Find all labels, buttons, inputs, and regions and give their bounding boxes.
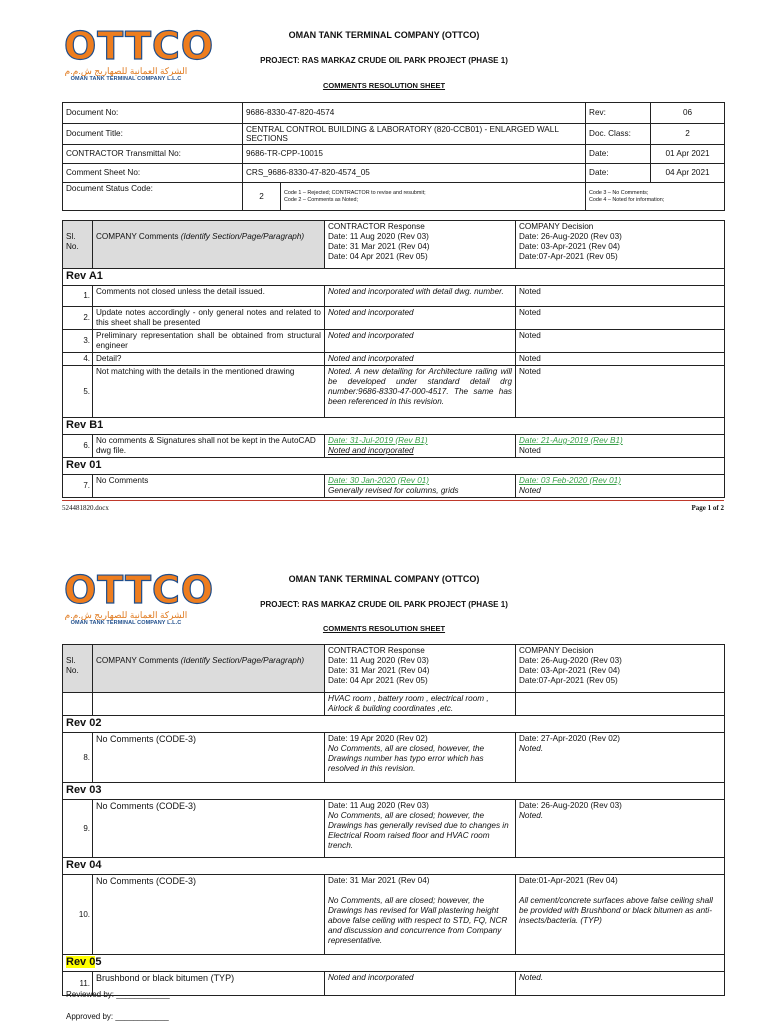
comments-table-page-1 bbox=[62, 220, 725, 498]
decision-date-2: Date: 03-Apr-2021 (Rev 04) bbox=[519, 242, 621, 251]
decision-text: Noted. bbox=[519, 811, 544, 820]
decision-title: COMPANY Decision bbox=[519, 222, 594, 231]
page-2 bbox=[0, 560, 768, 1024]
company-comments-note: (Identify Section/Page/Paragraph) bbox=[180, 232, 305, 241]
row-decision: Noted bbox=[516, 366, 725, 418]
rev-02-heading: Rev 02 bbox=[63, 716, 725, 733]
table-row bbox=[63, 353, 725, 366]
contractor-title: CONTRACTOR Response bbox=[328, 222, 425, 231]
status-codes-1-2 bbox=[281, 183, 586, 211]
decision-date-1: Date: 26-Aug-2020 (Rev 03) bbox=[519, 656, 622, 665]
row-response bbox=[325, 475, 516, 498]
company-comments-title: COMPANY Comments bbox=[96, 232, 179, 241]
rev-05-suffix: 5 bbox=[95, 956, 102, 968]
doc-class-label: Doc. Class: bbox=[586, 124, 651, 145]
row-comment: No Comments (CODE-3) bbox=[93, 733, 325, 783]
row-decision bbox=[516, 800, 725, 858]
row-response: Noted. A new detailing for Architecture railing will be developed under standard detail drg number:9686-8330-47-000-4517. The same has been referenced in this revision. bbox=[325, 366, 516, 418]
table-row bbox=[63, 875, 725, 955]
row-comment: No comments & Signatures shall not be kept in the AutoCAD dwg file. bbox=[93, 435, 325, 458]
row-number: 7. bbox=[63, 475, 93, 498]
row-decision: Noted bbox=[516, 307, 725, 330]
response-date: Date: 11 Aug 2020 (Rev 03) bbox=[328, 801, 429, 810]
rev-01-heading: Rev 01 bbox=[63, 458, 725, 475]
decision-date: Date: 27-Apr-2020 (Rev 02) bbox=[519, 734, 621, 743]
logo-company-text: OMAN TANK TERMINAL COMPANY L.L.C bbox=[70, 76, 182, 82]
code-1-text: Code 1 – Rejected; CONTRACTOR to revise and resubmit; bbox=[284, 189, 426, 196]
row-response: Noted and incorporated bbox=[325, 307, 516, 330]
comment-sheet-label: Comment Sheet No: bbox=[63, 164, 243, 183]
row-number: 9. bbox=[63, 800, 93, 858]
row-decision bbox=[516, 475, 725, 498]
row-comment: Comments not closed unless the detail issued. bbox=[93, 286, 325, 307]
code-4-text: Code 4 – Noted for information; bbox=[589, 196, 665, 203]
col-decision-header bbox=[516, 645, 725, 693]
document-meta-table bbox=[62, 102, 725, 211]
row-comment: Update notes accordingly - only general notes and related to this sheet shall be presented bbox=[93, 307, 325, 330]
col-company-comments-header bbox=[93, 645, 325, 693]
rev-04-heading: Rev 04 bbox=[63, 858, 725, 875]
contractor-date-1: Date: 11 Aug 2020 (Rev 03) bbox=[328, 232, 429, 241]
row-decision bbox=[516, 733, 725, 783]
row-decision: Noted bbox=[516, 353, 725, 366]
comments-table-page-2 bbox=[62, 644, 725, 996]
page-1-footer bbox=[62, 504, 724, 512]
code-2-text: Code 2 – Comments as Noted; bbox=[284, 196, 359, 203]
decision-date-3: Date:07-Apr-2021 (Rev 05) bbox=[519, 676, 618, 685]
response-date: Date: 31-Jul-2019 (Rev B1) bbox=[328, 436, 428, 445]
contractor-date-2: Date: 31 Mar 2021 (Rev 04) bbox=[328, 666, 430, 675]
response-date: Date: 31 Mar 2021 (Rev 04) bbox=[328, 876, 430, 885]
sheet-date-label: Date: bbox=[586, 164, 651, 183]
decision-date: Date: 26-Aug-2020 (Rev 03) bbox=[519, 801, 622, 810]
response-date: Date: 19 Apr 2020 (Rev 02) bbox=[328, 734, 428, 743]
decision-date-2: Date: 03-Apr-2021 (Rev 04) bbox=[519, 666, 621, 675]
logo-company-text: OMAN TANK TERMINAL COMPANY L.L.C bbox=[70, 620, 182, 626]
row-number: 5. bbox=[63, 366, 93, 418]
row-comment: Not matching with the details in the mentioned drawing bbox=[93, 366, 325, 418]
row-comment: Brushbond or black bitumen (TYP) bbox=[93, 972, 325, 996]
decision-title: COMPANY Decision bbox=[519, 646, 594, 655]
row-number: 3. bbox=[63, 330, 93, 353]
rev-label: Rev: bbox=[586, 103, 651, 124]
logo-arabic-text: الشركة العمانية للصهاريج ش.م.م bbox=[64, 66, 188, 76]
status-code-label: Document Status Code: bbox=[63, 183, 243, 211]
company-heading: OMAN TANK TERMINAL COMPANY (OTTCO) bbox=[288, 30, 480, 40]
row-response bbox=[325, 800, 516, 858]
footer-page-number: Page 1 of 2 bbox=[691, 504, 724, 512]
row-response: Noted and incorporated bbox=[325, 353, 516, 366]
col-decision-header bbox=[516, 221, 725, 269]
decision-date: Date: 03 Feb-2020 (Rev 01) bbox=[519, 476, 621, 485]
company-heading: OMAN TANK TERMINAL COMPANY (OTTCO) bbox=[288, 574, 480, 584]
doc-no-label: Document No: bbox=[63, 103, 243, 124]
rev-05-highlight: Rev 0 bbox=[66, 956, 96, 968]
decision-text: All cement/concrete surfaces above false ceiling shall be provided with Brushbond or black bitumen as anti-insects/bacteria. (TYP) bbox=[519, 896, 713, 925]
row-response: Noted and incorporated bbox=[325, 972, 516, 996]
rev-b1-heading: Rev B1 bbox=[63, 418, 725, 435]
contractor-date-3: Date: 04 Apr 2021 (Rev 05) bbox=[328, 676, 428, 685]
decision-date-3: Date:07-Apr-2021 (Rev 05) bbox=[519, 252, 618, 261]
col-contractor-header bbox=[325, 645, 516, 693]
row-response bbox=[325, 435, 516, 458]
col-contractor-header bbox=[325, 221, 516, 269]
table-row bbox=[63, 307, 725, 330]
row-decision bbox=[516, 875, 725, 955]
row-comment: Detail? bbox=[93, 353, 325, 366]
logo-arabic-text: الشركة العمانية للصهاريج ش.م.م bbox=[64, 610, 188, 620]
project-heading: PROJECT: RAS MARKAZ CRUDE OIL PARK PROJECT (PHASE 1) bbox=[260, 600, 508, 609]
row-decision bbox=[516, 435, 725, 458]
response-date: Date: 30 Jan-2020 (Rev 01) bbox=[328, 476, 430, 485]
logo-mark: OTTCO bbox=[64, 24, 215, 68]
logo-mark: OTTCO bbox=[64, 568, 215, 612]
project-heading: PROJECT: RAS MARKAZ CRUDE OIL PARK PROJECT (PHASE 1) bbox=[260, 56, 508, 65]
sheet-title: COMMENTS RESOLUTION SHEET bbox=[322, 624, 446, 633]
doc-title-label: Document Title: bbox=[63, 124, 243, 145]
rev-03-heading: Rev 03 bbox=[63, 783, 725, 800]
row-number: 11. bbox=[63, 972, 93, 996]
row-comment: No Comments (CODE-3) bbox=[93, 875, 325, 955]
sheet-title: COMMENTS RESOLUTION SHEET bbox=[322, 81, 446, 90]
row-number: 10. bbox=[63, 875, 93, 955]
decision-date-1: Date: 26-Aug-2020 (Rev 03) bbox=[519, 232, 622, 241]
rev-a1-heading: Rev A1 bbox=[63, 269, 725, 286]
status-codes-3-4 bbox=[586, 183, 725, 211]
company-comments-title: COMPANY Comments bbox=[96, 656, 179, 665]
row-comment: Preliminary representation shall be obtained from structural engineer bbox=[93, 330, 325, 353]
table-row bbox=[63, 475, 725, 498]
rev-value: 06 bbox=[651, 103, 725, 124]
row-decision: Noted bbox=[516, 330, 725, 353]
comment-sheet-value: CRS_9686-8330-47-820-4574_05 bbox=[243, 164, 586, 183]
transmittal-value: 9686-TR-CPP-10015 bbox=[243, 145, 586, 164]
row-response bbox=[325, 875, 516, 955]
empty-cell bbox=[93, 693, 325, 716]
doc-class-value: 2 bbox=[651, 124, 725, 145]
table-row bbox=[63, 693, 725, 716]
decision-text: Noted bbox=[519, 446, 541, 455]
response-text: No Comments, all are closed; however, the Drawings has generally revised due to changes in Electrical Room raised floor and HVAC room trench. bbox=[328, 811, 509, 850]
table-row bbox=[63, 733, 725, 783]
table-row bbox=[63, 366, 725, 418]
table-row bbox=[63, 286, 725, 307]
row-response: Noted and incorporated bbox=[325, 330, 516, 353]
col-slno-header: Sl. No. bbox=[63, 645, 93, 693]
continued-response: HVAC room , battery room , electrical room , Airlock & building coordinates ,etc. bbox=[325, 693, 516, 716]
table-row bbox=[63, 800, 725, 858]
contractor-title: CONTRACTOR Response bbox=[328, 646, 425, 655]
response-text: No Comments, all are closed, however, the Drawings number has typo error which has resolved in this revision. bbox=[328, 744, 485, 773]
col-company-comments-header bbox=[93, 221, 325, 269]
transmittal-date-value: 01 Apr 2021 bbox=[651, 145, 725, 164]
code-3-text: Code 3 – No Comments; bbox=[589, 189, 649, 196]
approved-by-line: Approved by: ____________ bbox=[66, 1012, 169, 1021]
footer-divider bbox=[62, 500, 724, 501]
contractor-date-1: Date: 11 Aug 2020 (Rev 03) bbox=[328, 656, 429, 665]
reviewed-by-line: Reviewed by: ____________ bbox=[66, 990, 170, 999]
decision-text: Noted bbox=[519, 486, 541, 495]
row-decision: Noted bbox=[516, 286, 725, 307]
row-comment: No Comments (CODE-3) bbox=[93, 800, 325, 858]
contractor-date-2: Date: 31 Mar 2021 (Rev 04) bbox=[328, 242, 430, 251]
decision-date: Date:01-Apr-2021 (Rev 04) bbox=[519, 876, 618, 885]
table-row bbox=[63, 330, 725, 353]
rev-05-heading bbox=[63, 955, 725, 972]
status-code-value: 2 bbox=[243, 183, 281, 211]
sheet-date-value: 04 Apr 2021 bbox=[651, 164, 725, 183]
row-response: Noted and incorporated with detail dwg. number. bbox=[325, 286, 516, 307]
row-number: 8. bbox=[63, 733, 93, 783]
decision-text: Noted. bbox=[519, 744, 544, 753]
row-number: 4. bbox=[63, 353, 93, 366]
contractor-date-3: Date: 04 Apr 2021 (Rev 05) bbox=[328, 252, 428, 261]
empty-cell bbox=[516, 693, 725, 716]
doc-no-value: 9686-8330-47-820-4574 bbox=[243, 103, 586, 124]
footer-filename: 524481820.docx bbox=[62, 504, 109, 512]
row-decision: Noted. bbox=[516, 972, 725, 996]
response-text: No Comments, all are closed; however, the Drawings has revised for Wall plastering height above false ceiling with respect to STD, FQ, NCR and discussion and concurrence from Company representative. bbox=[328, 896, 508, 945]
decision-date: Date: 21-Aug-2019 (Rev B1) bbox=[519, 436, 623, 445]
row-number: 6. bbox=[63, 435, 93, 458]
empty-cell bbox=[63, 693, 93, 716]
company-comments-note: (Identify Section/Page/Paragraph) bbox=[180, 656, 305, 665]
row-comment: No Comments bbox=[93, 475, 325, 498]
row-number: 1. bbox=[63, 286, 93, 307]
doc-title-value: CENTRAL CONTROL BUILDING & LABORATORY (820-CCB01) - ENLARGED WALL SECTIONS bbox=[243, 124, 586, 145]
transmittal-label: CONTRACTOR Transmittal No: bbox=[63, 145, 243, 164]
transmittal-date-label: Date: bbox=[586, 145, 651, 164]
table-row bbox=[63, 435, 725, 458]
response-text: Generally revised for columns, grids bbox=[328, 486, 459, 495]
response-text: Noted and incorporated bbox=[328, 446, 414, 455]
row-number: 2. bbox=[63, 307, 93, 330]
row-response bbox=[325, 733, 516, 783]
col-slno-header: Sl. No. bbox=[63, 221, 93, 269]
